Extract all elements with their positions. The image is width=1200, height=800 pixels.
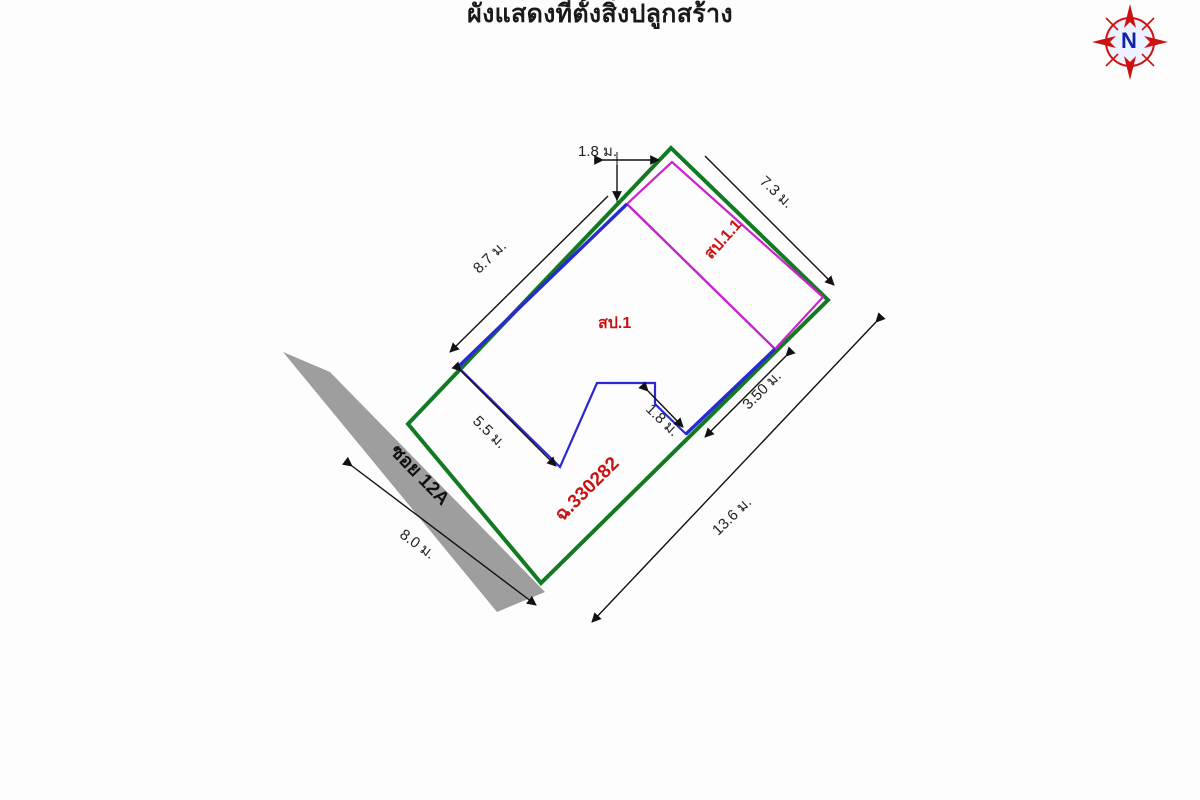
dim-inner-1-8: 1.8 ม. [642,400,683,441]
dim-8-7: 8.7 ม. [469,237,510,278]
dim-line-13-6 [592,322,876,622]
dim-top-1-8: 1.8 ม. [578,143,618,160]
parcel-id-label: ฉ.330282 [550,453,624,526]
dim-5-5: 5.5 ม. [469,412,510,453]
dim-8-0: 8.0 ม. [396,526,439,563]
building-label-sp1: สป.1 [598,315,632,332]
dim-7-3: 7.3 ม. [756,172,797,212]
compass-north-label: N [1121,28,1137,53]
building-label-sp1-1: สป.1.1 [701,216,746,263]
page-title: ผังแสดงที่ตั้งสิ่งปลูกสร้าง [467,0,733,28]
wall-upper-left [458,204,627,367]
street-label: ซอย 12A [385,440,454,510]
dim-line-8-7 [450,196,608,352]
dim-13-6: 13.6 ม. [709,493,756,539]
dim-3-50: 3.50 ม. [739,367,785,414]
